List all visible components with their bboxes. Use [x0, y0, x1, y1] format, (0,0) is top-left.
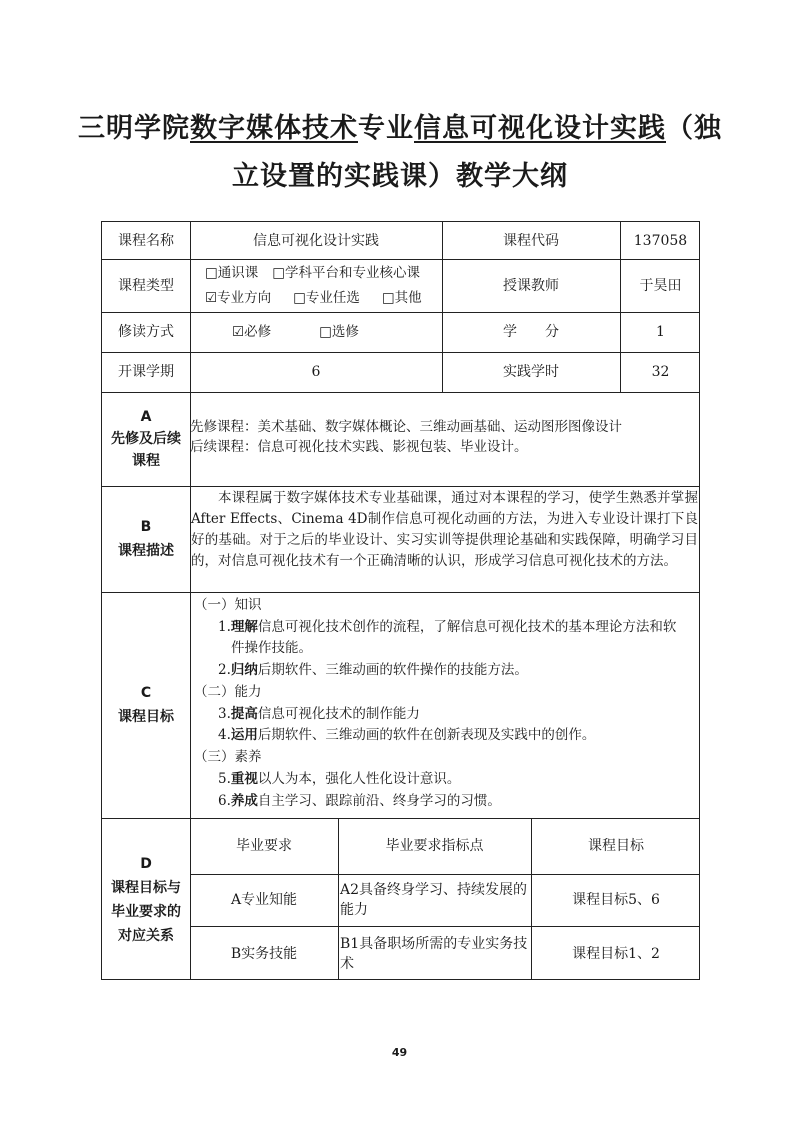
objective-heading-literacy: （三）素养 [194, 749, 262, 765]
course-code-value: 137058 [633, 232, 688, 249]
practice-hours-value: 32 [651, 364, 670, 380]
option-elective: □选修 [319, 324, 359, 340]
objective-6: 6.养成自主学习、跟踪前沿、终身学习的习惯。 [218, 793, 501, 809]
page-number: 49 [391, 1046, 408, 1059]
header-graduation-requirement: 毕业要求 [236, 838, 292, 854]
study-mode-options [232, 322, 359, 342]
mapping-row2-requirement: B实务技能 [230, 945, 298, 962]
prerequisite-courses: 先修课程：美术基础、数字媒体概论、三维动画基础、运动图形图像设计 [190, 419, 622, 435]
mapping-row1-requirement: A专业知能 [230, 892, 298, 908]
objective-2: 2.归纳后期软件、三维动画的软件操作的技能方法。 [218, 662, 528, 678]
course-type-options-row1 [205, 263, 420, 283]
option-platform-core: □学科平台和专业核心课 [272, 265, 421, 281]
teacher-value: 于昊田 [639, 277, 682, 294]
major-name: 数字媒体技术 [190, 113, 358, 144]
objective-heading-knowledge: （一）知识 [194, 597, 262, 613]
credit-value: 1 [656, 324, 665, 340]
practice-hours-label: 实践学时 [503, 364, 559, 380]
section-d-label: D 课程目标与 毕业要求的 对应关系 [111, 855, 181, 944]
follow-up-courses: 后续课程：信息可视化技术实践、影视包装、毕业设计。 [190, 439, 528, 455]
term-label: 开课学期 [118, 364, 174, 380]
option-major-direction: ☑专业方向 [205, 290, 272, 306]
course-description: 本课程属于数字媒体技术专业基础课，通过对本课程的学习，使学生熟悉并掌握After Effects、Cinema 4D制作信息可视化动画的方法，为进入专业设计课打下良好的基础。对于之后的毕业设计、实习实训等提供理论基础和实践保障，明确学习目的，对信息可视化技术有一个正确清晰的认识，形成学习信息可视化技术的方法。 [191, 490, 698, 569]
objective-4: 4.运用后期软件、三维动画的软件在创新表现及实践中的创作。 [218, 727, 596, 743]
course-name: 信息可视化设计实践 [414, 113, 666, 144]
syllabus-table [101, 221, 700, 980]
mapping-row2-indicator: B1具备职场所需的专业实务技术 [340, 935, 528, 972]
teacher-label: 授课教师 [503, 277, 559, 294]
objective-3: 3.提高信息可视化技术的制作能力 [218, 706, 420, 722]
course-code-label: 课程代码 [503, 232, 559, 249]
document-title-line2: 立设置的实践课）教学大纲 [232, 161, 568, 192]
course-name-value: 信息可视化设计实践 [253, 232, 379, 249]
mapping-row1-objective: 课程目标5、6 [572, 892, 660, 908]
objective-heading-ability: （二）能力 [194, 684, 262, 700]
objective-5: 5.重视以人为本，强化人性化设计意识。 [218, 771, 461, 787]
credit-label: 学 分 [503, 324, 559, 340]
course-type-options-row2 [205, 288, 422, 308]
section-a-label: A 先修及后续 课程 [111, 409, 181, 469]
mapping-row2-objective: 课程目标1、2 [572, 945, 660, 962]
study-mode-label: 修读方式 [118, 324, 174, 340]
objective-1-cont: 件操作技能。 [231, 640, 312, 656]
mapping-row1-indicator: A2具备终身学习、持续发展的能力 [340, 882, 528, 918]
header-indicator: 毕业要求指标点 [385, 838, 484, 854]
option-major-elective: □专业任选 [293, 290, 360, 306]
option-general: □通识课 [205, 265, 259, 281]
option-other: □其他 [381, 290, 422, 306]
course-name-label: 课程名称 [118, 232, 174, 249]
section-b-label: B 课程描述 [118, 519, 174, 559]
course-type-label: 课程类型 [118, 277, 174, 294]
term-value: 6 [311, 364, 321, 380]
section-c-label: C 课程目标 [118, 685, 174, 725]
document-title-line1: 三明学院数字媒体技术专业信息可视化设计实践（独 [78, 113, 722, 144]
header-course-objective: 课程目标 [588, 838, 644, 854]
objective-1: 1.理解信息可视化技术创作的流程，了解信息可视化技术的基本理论方法和软 [218, 619, 677, 635]
option-required: ☑必修 [232, 324, 272, 340]
